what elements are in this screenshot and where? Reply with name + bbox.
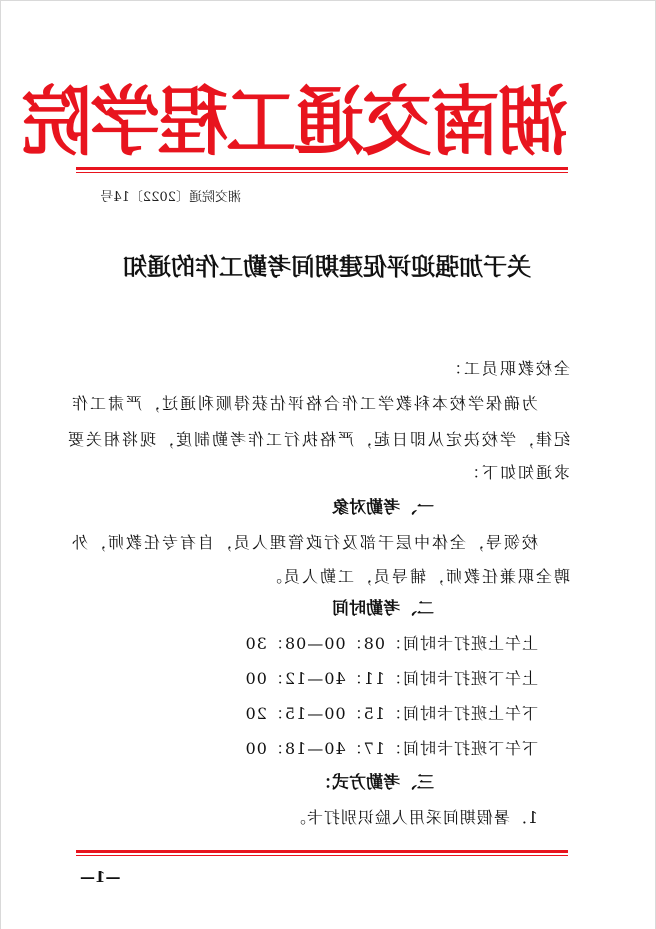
intro-line: 求通知如下： [461,463,570,482]
time-row: 下午上班打卡时间：15：00—15：20 [244,704,538,723]
masthead-red-rule [76,167,568,170]
page-border-top [0,0,656,1]
page-number: —1— [80,868,121,886]
time-row: 上午下班打卡时间：11：40—12：00 [244,669,538,688]
footer-red-rule [76,850,568,853]
page-border-right [0,0,1,929]
document-title: 关于加强迎评促建期间考勤工作的通知 [123,253,531,281]
masthead-red-rule-thin [76,172,568,173]
section-line: 校领导，全体中层干部及行政管理人员，自有专任教师，外 [69,533,538,552]
section-heading: 一、考勤对象 [332,498,434,518]
intro-line: 纪律，学校决定从即日起，严格执行工作考勤制度，现将相关要 [65,430,570,449]
section-line: 1．暑假期间采用人脸识别打卡。 [288,808,538,827]
document-number: 湘交院通〔2022〕14号 [100,190,241,205]
masthead: 湖南交通工程学院 [24,76,568,167]
section-heading: 三、考勤方式： [315,773,434,793]
intro-line: 为确保学校本科教学工作合格评估获得顺利通过，严肃工作 [69,394,538,413]
section-line: 聘全职兼任教师，辅导员，工勤人员。 [263,567,570,586]
section-heading: 二、考勤时间 [332,599,434,619]
footer-red-rule-thin [76,855,568,856]
salutation: 全校教职员工： [443,359,570,378]
time-row: 下午下班打卡时间：17：40—18：00 [244,739,538,758]
time-row: 上午上班打卡时间：08：00—08：30 [244,634,538,653]
